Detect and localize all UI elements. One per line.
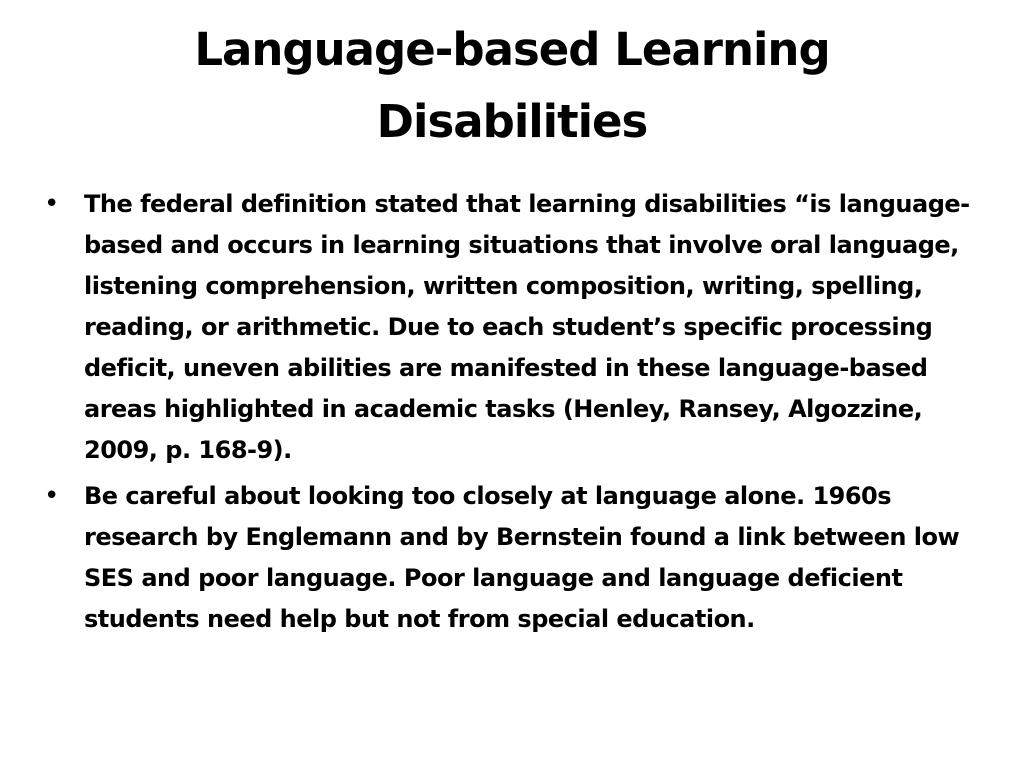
- bullet-marker-icon: •: [44, 481, 60, 511]
- bullet-text: Be careful about looking too closely at language alone. 1960s research by Englemann and by Bernstein found a link between low SES and poor language. Poor language and language deficient students need help but not from special education.: [84, 482, 960, 633]
- bullet-list: [44, 184, 974, 645]
- slide-title: Language-based Learning Disabilities: [194, 23, 830, 148]
- bullet-marker-icon: •: [44, 189, 60, 219]
- bullet-text: The federal definition stated that learning disabilities “is language-based and occurs in learning situations that involve oral language, listening comprehension, written composition, writing, spelling, reading, or arithmetic. Due to each student’s specific processing deficit, uneven abilities are manifested in these language-based areas highlighted in academic tasks (Henley, Ransey, Algozzine, 2009, p. 168-9).: [84, 190, 970, 464]
- bullet-item-caution: [44, 476, 974, 640]
- bullet-item-definition: [44, 184, 974, 471]
